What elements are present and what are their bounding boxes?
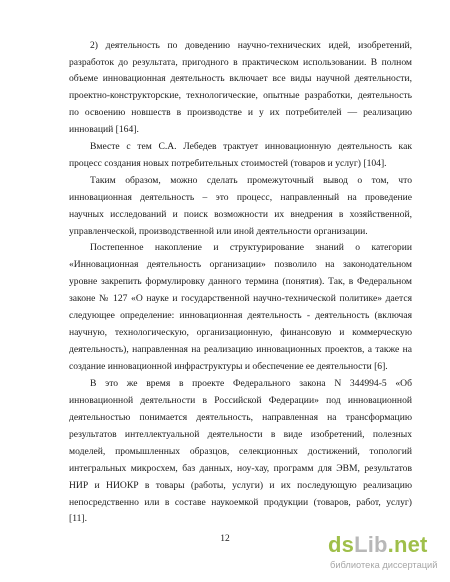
text-line: 2) деятельность по доведению научно-технических идей, изобретений, bbox=[90, 40, 412, 51]
text-line: научную, технологическую, организационную, финансовую и коммерческую bbox=[69, 327, 412, 338]
text-line: объеме инновационная деятельность включает все виды научной деятельности, bbox=[69, 73, 412, 84]
text-line: законе № 127 «О науке и государственной научно-технической политике» дается bbox=[69, 293, 412, 304]
text-line: разработок до результата, пригодного в практическом использовании. В полном bbox=[69, 57, 412, 68]
watermark-brand-net: .net bbox=[387, 532, 428, 557]
text-line: В это же время в проекте Федерального закона N 344994-5 «Об bbox=[90, 378, 412, 389]
text-line: моделей, промышленных образцов, селекционных достижений, топологий bbox=[69, 446, 412, 457]
text-line: уровне закрепить формулировку данного термина (понятия). Так, в Федеральном bbox=[69, 276, 412, 287]
text-line: проектно-конструкторские, технологические, опытные разработки, деятельность bbox=[69, 90, 412, 101]
text-line: результатов интеллектуальной деятельности в виде изобретений, полезных bbox=[69, 429, 412, 440]
text-line: инновационной деятельности в Российской Федерации» под инновационной bbox=[69, 395, 412, 406]
text-line: НИР и НИОКР в товары (работы, услуги) и их последующую реализацию bbox=[69, 480, 412, 491]
watermark-brand bbox=[328, 532, 428, 558]
text-line: интегральных микросхем, баз данных, ноу-хау, программ для ЭВМ, результатов bbox=[69, 463, 412, 474]
text-line: научных исследований и поиск возможности их внедрения в хозяйственной, bbox=[69, 209, 412, 220]
text-line: управленческой, производственной или иной деятельности организации. bbox=[69, 226, 368, 237]
page-number: 12 bbox=[220, 534, 230, 544]
dslib-watermark-logo[interactable] bbox=[328, 530, 440, 574]
text-line: инновационная деятельность – это процесс, направленный на проведение bbox=[69, 192, 412, 203]
text-line: непосредственно или в составе наукоемкой продукции (товаров, работ, услуг) bbox=[69, 497, 412, 508]
text-line: Вместе с тем С.А. Лебедев трактует инновационную деятельность как bbox=[90, 141, 412, 152]
watermark-tagline: библиотека диссертаций bbox=[330, 560, 438, 570]
text-line: деятельность), направленная на реализацию инновационных проектов, а также на bbox=[69, 344, 412, 355]
text-line: процесс создания новых потребительных стоимостей (товаров и услуг) [104]. bbox=[69, 158, 387, 169]
text-line: по освоению новшеств в производстве и у их потребителей — реализацию bbox=[69, 107, 412, 118]
text-line: Постепенное накопление и структурирование знаний о категории bbox=[90, 242, 412, 253]
watermark-brand-ds: ds bbox=[328, 532, 355, 557]
text-line: инноваций [164]. bbox=[69, 124, 139, 135]
text-line: деятельностью понимается деятельность, направленная на трансформацию bbox=[69, 412, 412, 423]
text-line: создание инновационной инфраструктуры и обеспечение ее деятельности [6]. bbox=[69, 361, 388, 372]
text-line: [11]. bbox=[69, 513, 88, 524]
text-line: следующее определение: инновационная деятельность - деятельность (включая bbox=[69, 310, 412, 321]
text-line: «Инновационная деятельность организации» позволило на законодательном bbox=[69, 259, 412, 270]
watermark-brand-lib: Lib bbox=[354, 532, 388, 557]
text-line: Таким образом, можно сделать промежуточный вывод о том, что bbox=[90, 175, 412, 186]
